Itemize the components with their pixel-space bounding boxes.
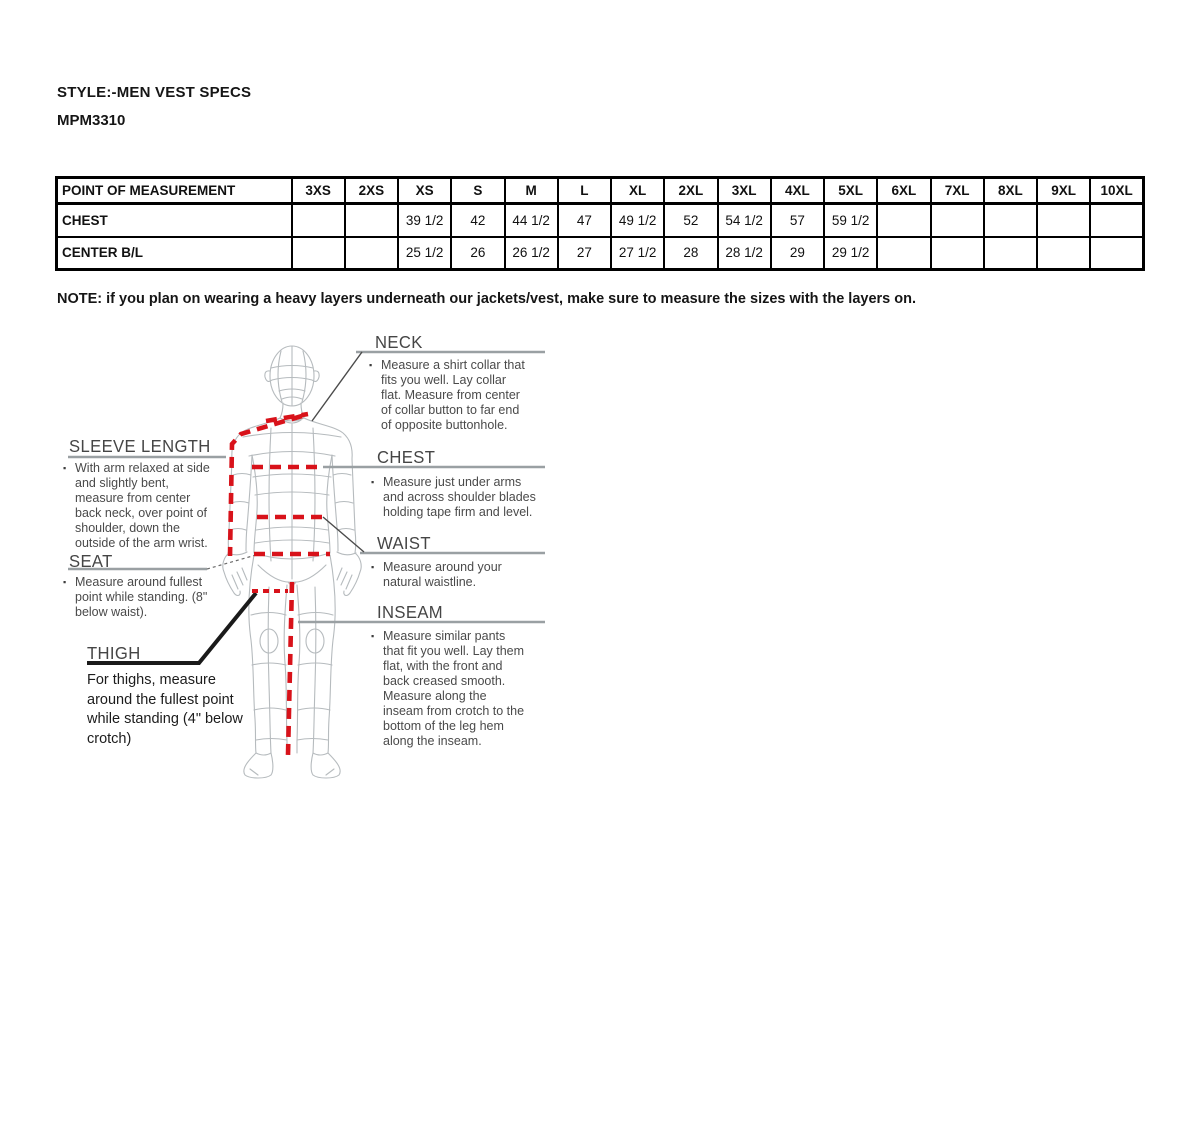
inseam-heading: INSEAM bbox=[377, 602, 444, 622]
chest-8xl bbox=[984, 204, 1037, 237]
chest-m: 44 1/2 bbox=[505, 204, 558, 237]
sleeve-length-text: ▪ With arm relaxed at side and slightly bent, measure from center back neck, over point of shoulder, down the outside of the arm wrist. bbox=[63, 461, 215, 551]
chest-9xl bbox=[1037, 204, 1090, 237]
centerbl-5xl: 29 1/2 bbox=[824, 237, 877, 270]
chest-s: 42 bbox=[451, 204, 504, 237]
col-header-8xl: 8XL bbox=[984, 178, 1037, 204]
neck-text: ▪ Measure a shirt collar that fits you well. Lay collar flat. Measure from center of collar button to far end of opposite buttonhole. bbox=[369, 358, 529, 433]
centerbl-7xl bbox=[931, 237, 984, 270]
col-header-3xl: 3XL bbox=[718, 178, 771, 204]
seat-heading: SEAT bbox=[69, 551, 113, 571]
neck-heading: NECK bbox=[375, 332, 423, 352]
inseam-text: ▪ Measure similar pants that fit you well. Lay them flat, with the front and back creased smooth. Measure along the inseam from crotch to the bottom of the leg hem along the inseam. bbox=[371, 629, 529, 749]
leader-rules bbox=[68, 352, 545, 622]
chest-text: ▪ Measure just under arms and across shoulder blades holding tape firm and level. bbox=[371, 475, 536, 520]
neck-measure-line bbox=[266, 414, 308, 421]
centerbl-2xs bbox=[345, 237, 398, 270]
chest-l: 47 bbox=[558, 204, 611, 237]
col-header-l: L bbox=[558, 178, 611, 204]
col-header-5xl: 5XL bbox=[824, 178, 877, 204]
size-header-row bbox=[57, 178, 1144, 204]
col-header-xl: XL bbox=[611, 178, 664, 204]
size-spec-table bbox=[55, 176, 1145, 271]
waist-heading: WAIST bbox=[377, 533, 431, 553]
inseam-measure-line bbox=[288, 582, 292, 755]
centerbl-10xl bbox=[1090, 237, 1143, 270]
centerbl-4xl: 29 bbox=[771, 237, 824, 270]
chest-5xl: 59 1/2 bbox=[824, 204, 877, 237]
body-wireframe bbox=[223, 346, 361, 778]
wireframe-mannequin-figure bbox=[40, 325, 600, 795]
centerbl-3xl: 28 1/2 bbox=[718, 237, 771, 270]
col-header-point-of-measurement: POINT OF MEASUREMENT bbox=[57, 178, 292, 204]
chest-2xs bbox=[345, 204, 398, 237]
row-label-chest: CHEST bbox=[57, 204, 292, 237]
style-title: STYLE:-MEN VEST SPECS bbox=[57, 84, 252, 101]
centerbl-m: 26 1/2 bbox=[505, 237, 558, 270]
centerbl-3xs bbox=[292, 237, 345, 270]
seat-leader-line bbox=[207, 555, 256, 569]
chest-2xl: 52 bbox=[664, 204, 717, 237]
centerbl-xl: 27 1/2 bbox=[611, 237, 664, 270]
chest-xs: 39 1/2 bbox=[398, 204, 451, 237]
thigh-leader-line bbox=[87, 593, 256, 663]
col-header-s: S bbox=[451, 178, 504, 204]
thigh-text: For thighs, measure around the fullest point while standing (4" below crotch) bbox=[87, 672, 243, 747]
neck-leader-line bbox=[312, 352, 362, 421]
centerbl-8xl bbox=[984, 237, 1037, 270]
sleeve-length-heading: SLEEVE LENGTH bbox=[69, 436, 211, 456]
col-header-4xl: 4XL bbox=[771, 178, 824, 204]
thigh-heading: THIGH bbox=[87, 643, 141, 663]
centerbl-xs: 25 1/2 bbox=[398, 237, 451, 270]
spec-row-chest bbox=[57, 204, 1144, 237]
sleeve-measure-line bbox=[230, 416, 302, 556]
seat-text: ▪ Measure around fullest point while standing. (8" below waist). bbox=[63, 575, 211, 620]
centerbl-l: 27 bbox=[558, 237, 611, 270]
col-header-10xl: 10XL bbox=[1090, 178, 1143, 204]
col-header-9xl: 9XL bbox=[1037, 178, 1090, 204]
col-header-m: M bbox=[505, 178, 558, 204]
waist-leader-line bbox=[323, 517, 364, 552]
centerbl-9xl bbox=[1037, 237, 1090, 270]
col-header-xs: XS bbox=[398, 178, 451, 204]
spec-row-center-bl bbox=[57, 237, 1144, 270]
col-header-7xl: 7XL bbox=[931, 178, 984, 204]
centerbl-s: 26 bbox=[451, 237, 504, 270]
chest-10xl bbox=[1090, 204, 1143, 237]
waist-text: ▪ Measure around your natural waistline. bbox=[371, 560, 521, 590]
row-label-center-bl: CENTER B/L bbox=[57, 237, 292, 270]
chest-xl: 49 1/2 bbox=[611, 204, 664, 237]
chest-4xl: 57 bbox=[771, 204, 824, 237]
col-header-3xs: 3XS bbox=[292, 178, 345, 204]
style-code: MPM3310 bbox=[57, 112, 126, 129]
centerbl-6xl bbox=[877, 237, 930, 270]
chest-3xl: 54 1/2 bbox=[718, 204, 771, 237]
leader-diagonals bbox=[207, 352, 364, 569]
col-header-2xl: 2XL bbox=[664, 178, 717, 204]
chest-6xl bbox=[877, 204, 930, 237]
chest-7xl bbox=[931, 204, 984, 237]
layers-note: NOTE: if you plan on wearing a heavy layers underneath our jackets/vest, make sure to measure the sizes with the layers on. bbox=[57, 291, 917, 307]
chest-heading: CHEST bbox=[377, 447, 436, 467]
chest-3xs bbox=[292, 204, 345, 237]
document-header bbox=[57, 84, 251, 129]
col-header-6xl: 6XL bbox=[877, 178, 930, 204]
col-header-2xs: 2XS bbox=[345, 178, 398, 204]
measurement-lines bbox=[230, 414, 330, 755]
centerbl-2xl: 28 bbox=[664, 237, 717, 270]
